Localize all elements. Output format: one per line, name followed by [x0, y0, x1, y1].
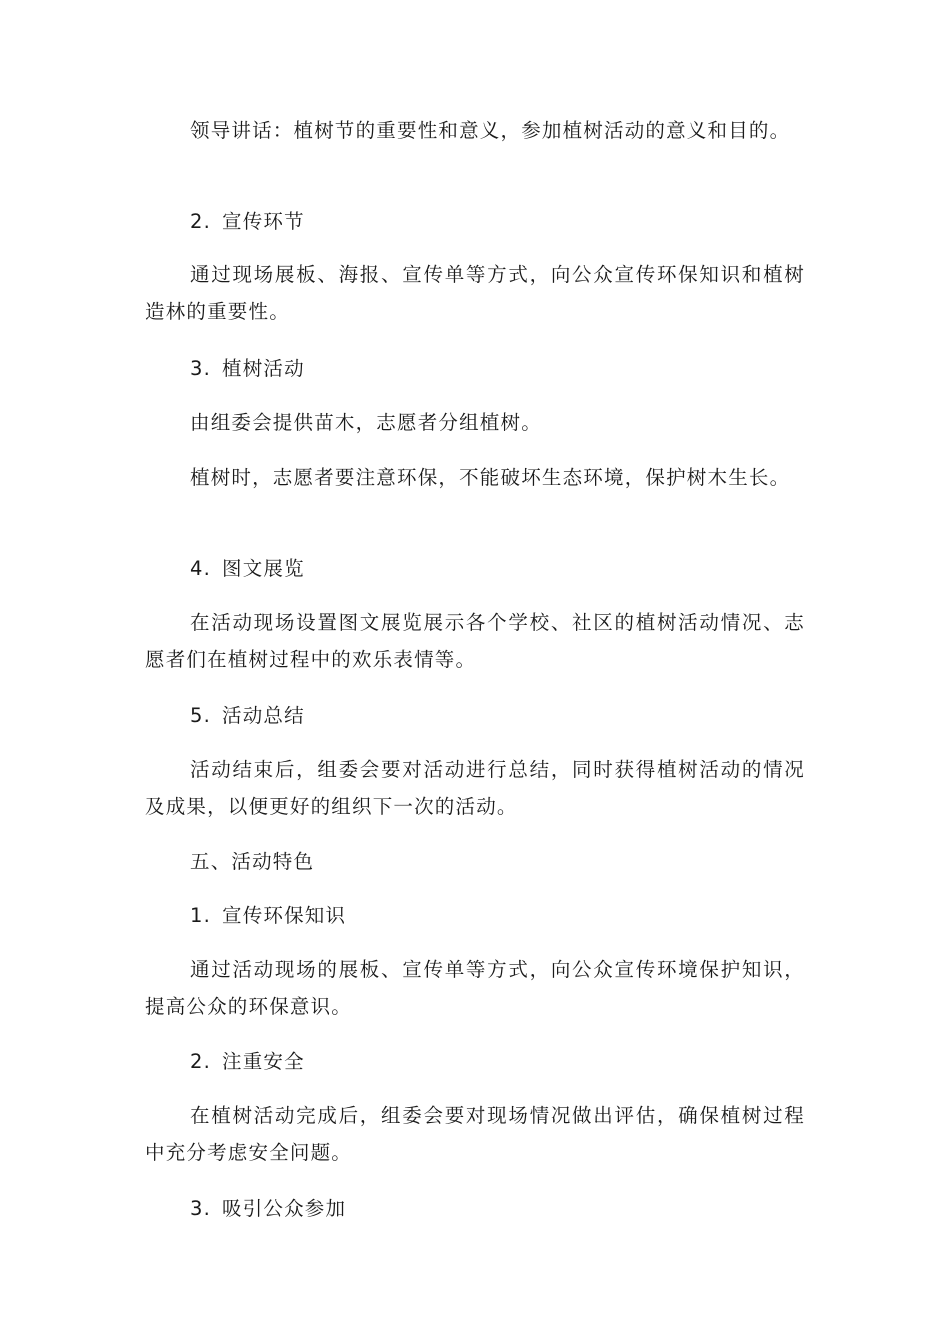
paragraph-summary: 活动结束后，组委会要对活动进行总结，同时获得植树活动的情况及成果，以便更好的组织下一次的活动。 [145, 758, 805, 818]
heading-number: 3. [190, 1197, 212, 1220]
heading-number: 5. [190, 704, 212, 727]
heading-title: 宣传环节 [222, 210, 305, 233]
heading-propaganda [145, 203, 805, 240]
heading-feature-safety [145, 1043, 805, 1080]
section-heading-features: 五、活动特色 [190, 850, 315, 873]
paragraph-leader-speech: 领导讲话：植树节的重要性和意义，参加植树活动的意义和目的。 [190, 119, 791, 142]
paragraph-feature-env-knowledge: 通过活动现场的展板、宣传单等方式，向公众宣传环境保护知识，提高公众的环保意识。 [145, 958, 805, 1018]
heading-exhibition [145, 550, 805, 587]
heading-title: 植树活动 [222, 357, 305, 380]
heading-number: 1. [190, 904, 212, 927]
paragraph-exhibition: 在活动现场设置图文展览展示各个学校、社区的植树活动情况、志愿者们在植树过程中的欢乐表情等。 [145, 611, 805, 671]
paragraph-planting-2: 植树时，志愿者要注意环保，不能破坏生态环境，保护树木生长。 [190, 466, 791, 489]
heading-title: 图文展览 [222, 557, 305, 580]
paragraph-propaganda: 通过现场展板、海报、宣传单等方式，向公众宣传环保知识和植树造林的重要性。 [145, 263, 805, 323]
heading-title: 吸引公众参加 [222, 1197, 347, 1220]
heading-title: 注重安全 [222, 1050, 305, 1073]
heading-feature-env-knowledge [145, 897, 805, 934]
heading-planting [145, 350, 805, 387]
heading-number: 2. [190, 210, 212, 233]
heading-number: 4. [190, 557, 212, 580]
heading-title: 活动总结 [222, 704, 305, 727]
paragraph-feature-safety: 在植树活动完成后，组委会要对现场情况做出评估，确保植树过程中充分考虑安全问题。 [145, 1104, 805, 1164]
heading-title: 宣传环保知识 [222, 904, 347, 927]
heading-summary [145, 697, 805, 734]
heading-number: 3. [190, 357, 212, 380]
heading-feature-public [145, 1190, 805, 1227]
heading-number: 2. [190, 1050, 212, 1073]
paragraph-planting-1: 由组委会提供苗木，志愿者分组植树。 [190, 411, 542, 434]
